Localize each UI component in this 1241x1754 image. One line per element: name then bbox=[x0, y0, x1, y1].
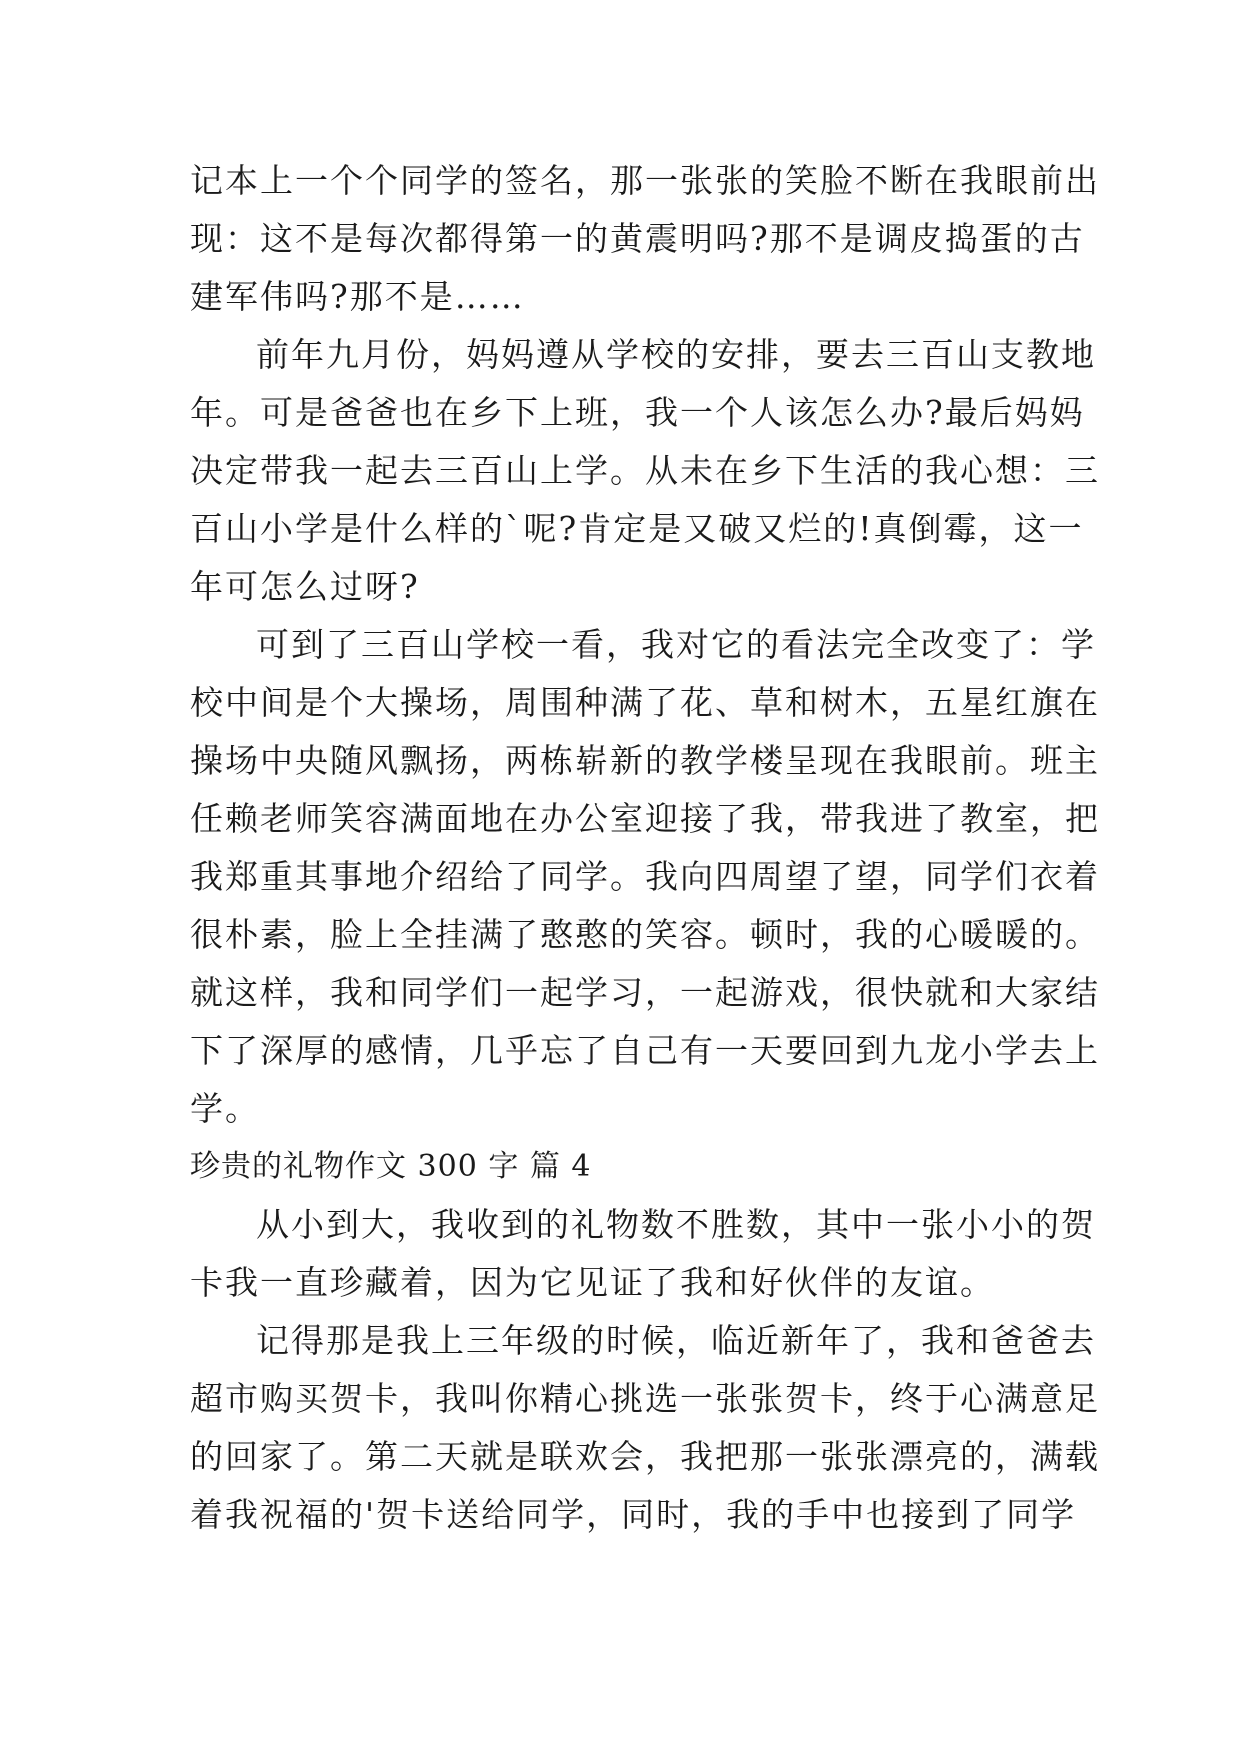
text-line: 记本上一个个同学的签名，那一张张的笑脸不断在我眼前出 bbox=[190, 161, 1100, 200]
paragraph-3 bbox=[190, 616, 1100, 1138]
text-line: 记得那是我上三年级的时候，临近新年了，我和爸爸去 bbox=[256, 1321, 1096, 1360]
text-line: 的回家了。第二天就是联欢会，我把那一张张漂亮的，满载 bbox=[190, 1437, 1100, 1476]
paragraph-2 bbox=[190, 326, 1100, 616]
text-line: 卡我一直珍藏着，因为它见证了我和好伙伴的友谊。 bbox=[190, 1263, 995, 1302]
paragraph-1 bbox=[190, 152, 1100, 326]
text-line: 年。可是爸爸也在乡下上班，我一个人该怎么办?最后妈妈 bbox=[190, 393, 1085, 432]
text-line: 着我祝福的'贺卡送给同学，同时，我的手中也接到了同学 bbox=[190, 1495, 1077, 1534]
paragraph-4 bbox=[190, 1196, 1096, 1312]
text-line: 决定带我一起去三百山上学。从未在乡下生活的我心想：三 bbox=[190, 451, 1100, 490]
text-line: 百山小学是什么样的`呢?肯定是又破又烂的!真倒霉，这一 bbox=[190, 509, 1084, 548]
text-line: 可到了三百山学校一看，我对它的看法完全改变了：学 bbox=[256, 625, 1096, 664]
section-heading: 珍贵的礼物作文 300 字 篇 4 bbox=[190, 1149, 592, 1184]
text-line: 操场中央随风飘扬，两栋崭新的教学楼呈现在我眼前。班主 bbox=[190, 741, 1100, 780]
document-body bbox=[190, 152, 1100, 1544]
text-line: 从小到大，我收到的礼物数不胜数，其中一张小小的贺 bbox=[256, 1205, 1096, 1244]
text-line: 很朴素，脸上全挂满了憨憨的笑容。顿时，我的心暖暖的。 bbox=[190, 915, 1100, 954]
text-line: 超市购买贺卡，我叫你精心挑选一张张贺卡，终于心满意足 bbox=[190, 1379, 1100, 1418]
text-line: 学。 bbox=[190, 1089, 260, 1128]
text-line: 下了深厚的感情，几乎忘了自己有一天要回到九龙小学去上 bbox=[190, 1031, 1100, 1070]
text-line: 现：这不是每次都得第一的黄震明吗?那不是调皮捣蛋的古 bbox=[190, 219, 1085, 258]
text-line: 年可怎么过呀? bbox=[190, 567, 420, 606]
text-line: 校中间是个大操场，周围种满了花、草和树木，五星红旗在 bbox=[190, 683, 1100, 722]
text-line: 建军伟吗?那不是…… bbox=[190, 277, 525, 316]
paragraph-5 bbox=[190, 1312, 1100, 1544]
text-line: 我郑重其事地介绍给了同学。我向四周望了望，同学们衣着 bbox=[190, 857, 1100, 896]
text-line: 前年九月份，妈妈遵从学校的安排，要去三百山支教地 bbox=[256, 335, 1096, 374]
text-line: 任赖老师笑容满面地在办公室迎接了我，带我进了教室，把 bbox=[190, 799, 1100, 838]
text-line: 就这样，我和同学们一起学习，一起游戏，很快就和大家结 bbox=[190, 973, 1100, 1012]
